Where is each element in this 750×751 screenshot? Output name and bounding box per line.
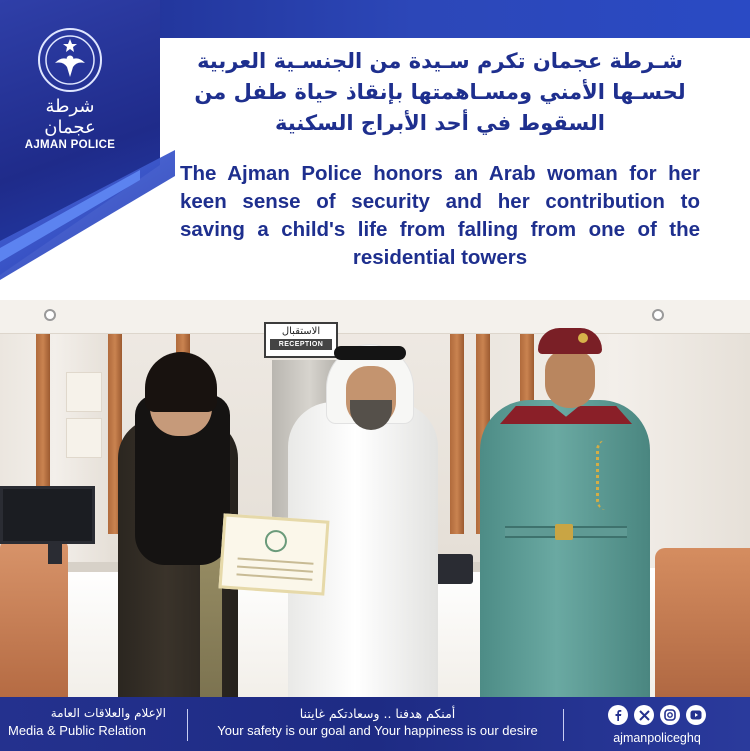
social-handle[interactable]: ajmanpoliceghq [613,731,701,745]
computer-monitor [0,486,95,544]
facebook-icon[interactable] [608,705,628,725]
ajman-police-logo [20,28,120,151]
display-shelf [66,372,102,412]
officer-beret [538,328,602,354]
x-icon[interactable] [634,705,654,725]
officer-buckle [555,524,573,540]
logo-english-text: AJMAN POLICE [24,139,116,151]
reception-sign [264,322,338,358]
header-banner [0,0,750,300]
display-shelf [66,418,102,458]
english-headline: The Ajman Police honors an Arab woman for her keen sense of security and her contribution to saving a child's life from falling from one of the residential towers [180,162,700,269]
footer-bar [0,697,750,751]
security-camera-icon [44,309,56,321]
media-relations [8,705,178,740]
social-block [572,705,742,747]
footer-divider [187,709,188,741]
instagram-icon[interactable] [660,705,680,725]
ceremony-photo [0,300,750,697]
slogan [200,705,555,740]
man-agal [334,346,406,360]
officer-face [545,350,595,408]
certificate [219,513,330,595]
beret-badge-icon [578,333,588,343]
desk-phone [435,554,473,584]
security-camera-icon [652,309,664,321]
certificate-line [236,573,312,580]
ceiling [0,300,750,334]
monitor-stand [48,544,62,564]
arabic-headline [180,46,700,139]
social-icons [572,705,742,727]
wood-column [450,334,464,534]
officer-aiguillette [596,440,626,510]
woman-hair [145,352,217,412]
arabic-headline-line: لحسـها الأمني ومسـاهمتها بإنقاذ حياة طفل من [194,80,686,104]
slogan-english: Your safety is our goal and Your happiness is our desire [217,723,538,738]
youtube-icon[interactable] [686,705,706,725]
certificate-line [238,557,314,564]
logo-arabic-text: شرطة عجمان [44,96,96,138]
falcon-emblem-icon [38,28,102,92]
media-english: Media & Public Relation [8,723,147,738]
chair [655,548,750,697]
reception-sign-english: RECEPTION [270,339,332,350]
arabic-headline-line: شـرطة عجمان تكرم سـيدة من الجنسـية العربية [197,49,683,73]
reception-sign-arabic: الاستقبال [281,326,321,337]
certificate-line [237,565,313,572]
arabic-headline-line: السقوط في أحد الأبراج السكنية [275,111,605,135]
slogan-arabic: أمنكم هدفنا .. وسعادتكم غايتنا [299,706,456,721]
footer-divider [563,709,564,741]
certificate-seal-icon [264,529,287,552]
media-arabic: الإعلام والعلاقات العامة [50,706,166,720]
